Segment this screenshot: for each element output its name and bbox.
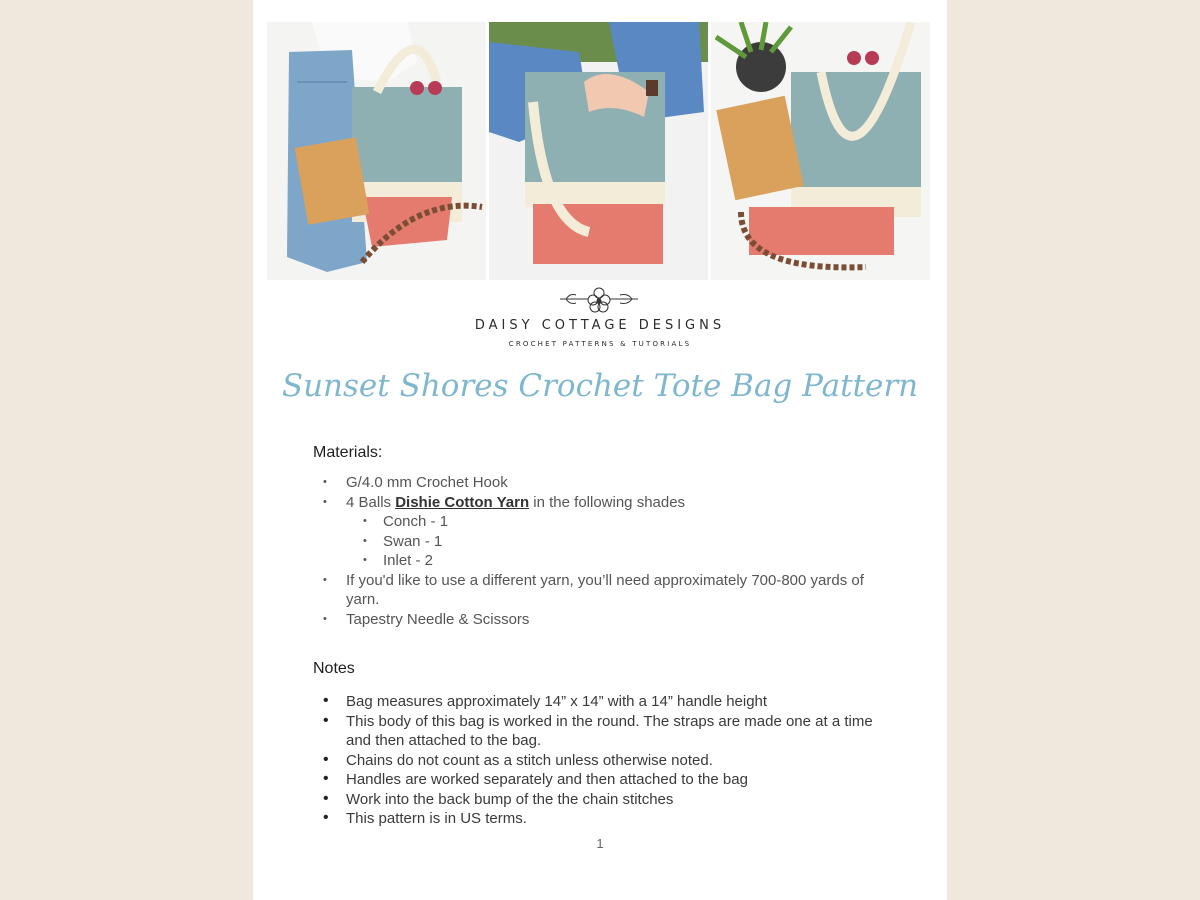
alt-yarn-item: If you'd like to use a different yarn, you’ll need approximately 700-800 yards of yarn. <box>346 571 864 608</box>
yarn-prefix: 4 Balls <box>346 493 396 511</box>
list-item <box>346 532 893 552</box>
notes-heading: Notes <box>313 660 355 677</box>
photo-flatlay-notebook <box>711 22 930 280</box>
page-number: 1 <box>596 836 604 851</box>
list-item <box>313 493 893 571</box>
list-item <box>313 610 893 630</box>
list-item <box>346 512 893 532</box>
list-item <box>313 571 893 610</box>
brand-tagline: CROCHET PATTERNS & TUTORIALS <box>508 340 692 348</box>
note-text: This pattern is in US terms. <box>346 810 527 827</box>
photo-flatlay-jeans <box>267 22 486 280</box>
notes-list <box>313 692 893 829</box>
note-text: Handles are worked separately and then attached to the bag <box>346 771 748 788</box>
list-item <box>313 712 893 751</box>
note-text: Work into the back bump of the the chain stitches <box>346 790 674 808</box>
list-item <box>313 770 893 790</box>
list-item <box>313 790 893 810</box>
document-page <box>253 0 947 900</box>
shade-item: Swan - 1 <box>383 532 443 550</box>
note-text: Chains do not count as a stitch unless otherwise noted. <box>346 751 713 769</box>
list-item <box>313 473 893 493</box>
list-item <box>313 809 893 829</box>
list-item <box>346 551 893 571</box>
brand-name: DAISY COTTAGE DESIGNS <box>474 318 726 333</box>
materials-list <box>313 473 893 629</box>
shade-item: Inlet - 2 <box>383 552 434 569</box>
yarn-link[interactable]: Dishie Cotton Yarn <box>395 493 530 511</box>
materials-heading: Materials: <box>313 444 383 461</box>
photo-collage <box>267 22 931 280</box>
daisy-logo-icon <box>558 285 640 313</box>
yarn-suffix: in the following shades <box>529 493 686 511</box>
list-item <box>313 692 893 712</box>
note-text: This body of this bag is worked in the round. The straps are made one at a time and then attached to the bag. <box>346 712 873 749</box>
shade-item: Conch - 1 <box>383 513 449 530</box>
note-text: Bag measures approximately 14” x 14” with a 14” handle height <box>346 693 768 710</box>
page-title: Sunset Shores Crochet Tote Bag Pattern <box>281 368 919 404</box>
list-item <box>313 751 893 771</box>
pattern-content <box>313 444 893 829</box>
tools-item: Tapestry Needle & Scissors <box>346 610 530 628</box>
photo-holding-bag <box>489 22 708 280</box>
hook-item: G/4.0 mm Crochet Hook <box>346 474 508 491</box>
shades-list <box>346 512 893 571</box>
